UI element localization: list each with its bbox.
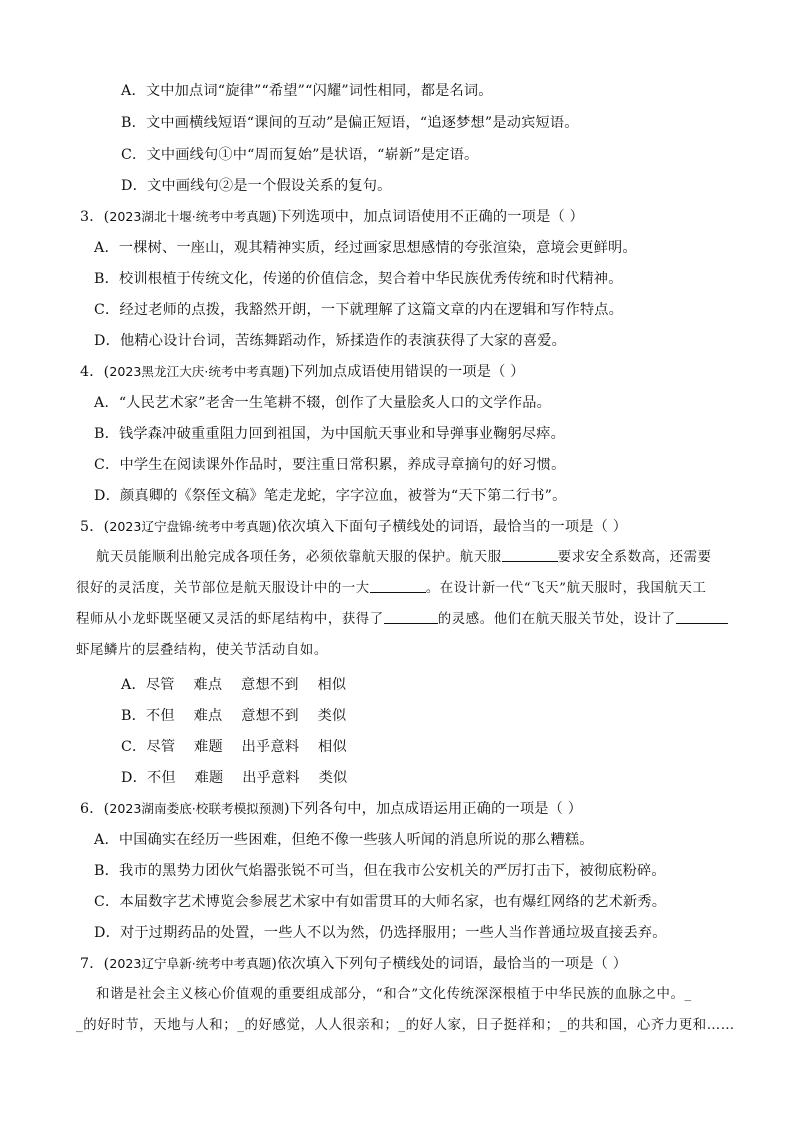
question-5-option-b: B．不但 难点 意想不到 类似 [121, 708, 347, 724]
passage-line-2: 很好的灵活度，关节部位是航天服设计中的一大 。在设计新一代“飞天”航天服时，我国航天工 [76, 581, 707, 596]
question-4-stem: 4．(2023黑龙江大庆·统考中考真题)下列加点成语使用错误的一项是（ ） [80, 364, 525, 380]
question-4-option-b: B．钱学森冲破重重阻力回到祖国，为中国航天事业和导弹事业鞠躬尽瘁。 [94, 426, 566, 442]
question-source: 2023湖北十堰·统考中考真题 [109, 209, 272, 224]
passage-line-1: 和谐是社会主义核心价值观的重要组成部分，“和合”文化传统深深根植于中华民族的血脉之中。_ [96, 987, 692, 1002]
question-6-option-c: C．本届数字艺术博览会参展艺术家中有如雷贯耳的大师名家，也有爆红网络的艺术新秀。 [94, 894, 667, 910]
question-7-stem: 7．(2023辽宁阜新·统考中考真题)依次填入下列句子横线处的词语，最恰当的一项是（ ） [80, 956, 628, 972]
question-3-option-c: C．经过老师的点拨，我豁然开朗，一下就理解了这篇文章的内在逻辑和写作特点。 [94, 302, 624, 318]
question-3-option-a: A．一棵树、一座山，观其精神实质，经过画家思想感情的夸张渲染，意境会更鲜明。 [94, 240, 637, 256]
question-source: 2023辽宁盘锦·统考中考真题 [109, 519, 272, 534]
passage-line-4: 虾尾鳞片的层叠结构，使关节活动自如。 [76, 643, 328, 658]
question-6-option-b: B．我市的黑势力团伙气焰嚣张锐不可当，但在我市公安机关的严厉打击下，被彻底粉碎。 [94, 863, 666, 879]
question-4-option-a: A．“人民艺术家”老舍一生笔耕不辍，创作了大量脍炙人口的文学作品。 [94, 395, 551, 411]
question-3-stem: 3．(2023湖北十堰·统考中考真题)下列选项中，加点词语使用不正确的一项是（ ） [80, 209, 584, 225]
question-source: 2023黑龙江大庆·统考中考真题 [109, 364, 284, 379]
question-5-option-c: C．尽管 难题 出乎意料 相似 [121, 739, 347, 755]
option-d: D．文中画线句②是一个假设关系的复句。 [121, 178, 392, 194]
blank [384, 611, 438, 624]
option-c: C．文中画线句①中“周而复始”是状语，“崭新”是定语。 [121, 147, 479, 163]
question-3-option-b: B．校训根植于传统文化，传递的价值信念，契合着中华民族优秀传统和时代精神。 [94, 271, 623, 287]
question-5-option-d: D．不但 难题 出乎意料 类似 [121, 770, 348, 786]
passage-line-2: _的好时节，天地与人和；_的好感觉，人人很亲和；_的好人家，日子挺祥和；_的共和国，心齐力更和…… [76, 1018, 735, 1033]
option-b: B．文中画横线短语“课间的互动”是偏正短语，“追逐梦想”是动宾短语。 [121, 115, 579, 131]
blank [676, 611, 728, 624]
question-5-stem: 5．(2023辽宁盘锦·统考中考真题)依次填入下面句子横线处的词语，最恰当的一项是（ ） [80, 519, 628, 535]
option-a: A．文中加点词“旋律”“希望”“闪耀”词性相同，都是名词。 [121, 83, 493, 99]
blank [502, 549, 558, 562]
question-6-option-d: D．对于过期药品的处置，一些人不以为然，仍选择服用；一些人当作普通垃圾直接丢弃。 [94, 925, 667, 941]
passage-line-3: 程师从小龙虾既坚硬又灵活的虾尾结构中，获得了 的灵感。他们在航天服关节处，设计了 [76, 611, 728, 629]
question-4-option-d: D．颜真卿的《祭侄文稿》笔走龙蛇，字字泣血，被誉为“天下第二行书”。 [94, 488, 567, 504]
question-5-option-a: A．尽管 难点 意想不到 相似 [121, 677, 347, 693]
question-source: 2023湖南娄底·校联考模拟预测 [109, 801, 284, 816]
question-source: 2023辽宁阜新·统考中考真题 [109, 956, 272, 971]
question-3-option-d: D．他精心设计台词，苦练舞蹈动作，矫揉造作的表演获得了大家的喜爱。 [94, 333, 566, 349]
question-6-option-a: A．中国确实在经历一些困难，但绝不像一些骇人听闻的消息所说的那么糟糕。 [94, 832, 594, 848]
question-4-option-c: C．中学生在阅读课外作品时，要注重日常积累，养成寻章摘句的好习惯。 [94, 457, 566, 473]
blank [370, 580, 426, 593]
passage-line-1: 航天员能顺利出舱完成各项任务，必须依靠航天服的保护。航天服 要求安全系数高，还需要 [96, 550, 712, 565]
question-6-stem: 6．(2023湖南娄底·校联考模拟预测)下列各句中，加点成语运用正确的一项是（ ） [80, 801, 583, 817]
